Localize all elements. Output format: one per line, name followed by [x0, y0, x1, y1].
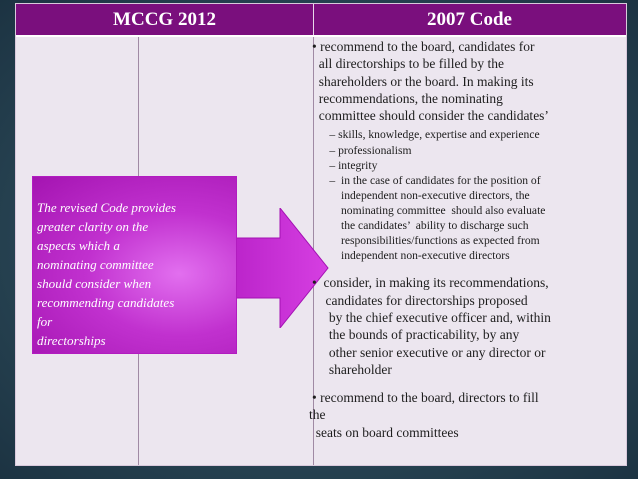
- sub-item: – in the case of candidates for the position of: [312, 173, 541, 187]
- sub-item: responsibilities/functions as expected from: [312, 234, 540, 248]
- sub-item: – professionalism: [312, 143, 412, 157]
- callout-line: greater clarity on the: [37, 219, 149, 234]
- sub-item: the candidates’ ability to discharge such: [312, 219, 529, 233]
- bullet-board-committees-line: seats on board committees: [309, 424, 459, 440]
- callout-line: for: [37, 314, 53, 329]
- table-header-row: [16, 4, 626, 37]
- bullet-recommend-candidates-line: committee should consider the candidates’: [312, 108, 549, 124]
- bullet-consider-line: shareholder: [312, 361, 392, 377]
- bullet-board-committees-line: • recommend to the board, directors to fill: [312, 390, 539, 406]
- header-mccg-2012: MCCG 2012: [113, 9, 216, 30]
- sub-item: independent non-executive directors, the: [312, 188, 530, 202]
- revised-code-callout: [32, 176, 237, 354]
- bullet-recommend-candidates-line: recommendations, the nominating: [312, 90, 503, 106]
- code-2007-content: [309, 38, 617, 441]
- bullet-consider-line: candidates for directorships proposed: [312, 292, 528, 308]
- bullet-board-committees-line: the: [309, 407, 326, 423]
- sub-item: – integrity: [312, 158, 378, 172]
- bullet-consider-line: by the chief executive officer and, within: [312, 309, 551, 325]
- callout-line: directorships: [37, 333, 106, 348]
- callout-line: should consider when: [37, 276, 152, 291]
- callout-line: The revised Code provides: [37, 200, 177, 215]
- bullet-recommend-candidates-line: • recommend to the board, candidates for: [312, 39, 535, 54]
- callout-line: nominating committee: [37, 257, 154, 272]
- bullet-recommend-candidates-line: shareholders or the board. In making its: [312, 73, 534, 89]
- bullet-consider-line: • consider, in making its recommendations,: [312, 275, 549, 291]
- callout-line: recommending candidates: [37, 295, 175, 310]
- bullet-recommend-candidates-line: all directorships to be filled by the: [312, 56, 504, 72]
- callout-line: aspects which a: [37, 238, 120, 253]
- sub-item: – skills, knowledge, expertise and experience: [312, 128, 540, 142]
- bullet-consider-line: other senior executive or any director or: [312, 344, 546, 360]
- header-2007-code: 2007 Code: [427, 9, 512, 30]
- sub-item: nominating committee should also evaluate: [312, 203, 546, 217]
- sub-item: independent non-executive directors: [312, 249, 510, 263]
- bullet-consider-line: the bounds of practicability, by any: [312, 327, 520, 343]
